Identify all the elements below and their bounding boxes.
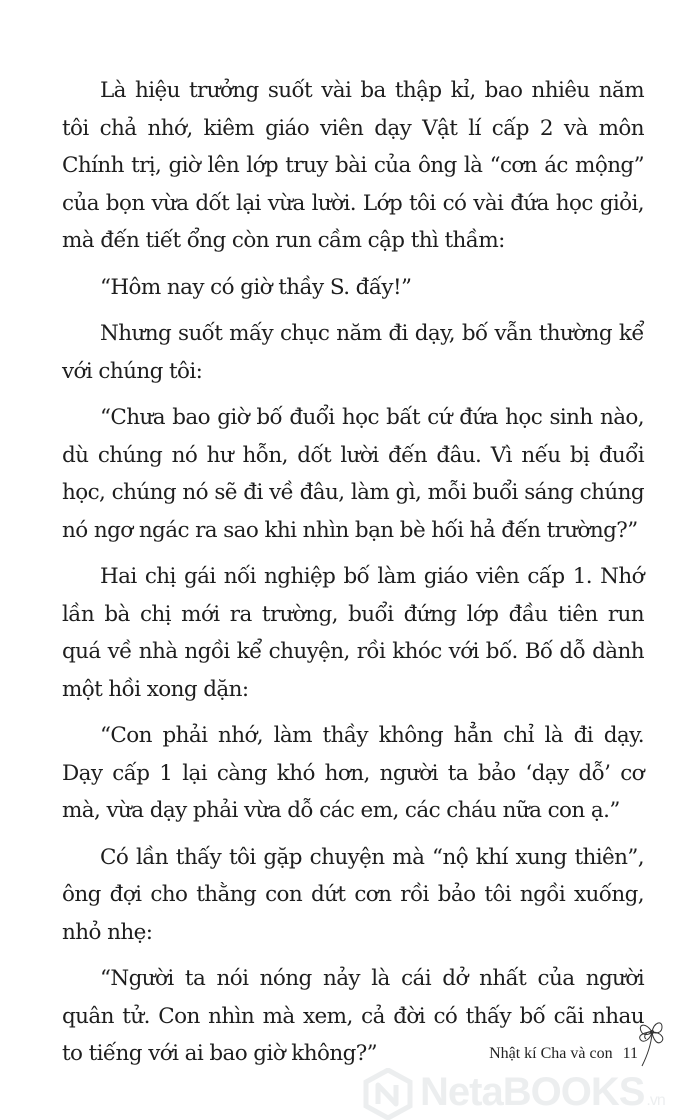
netabooks-logo-icon bbox=[362, 1068, 414, 1120]
watermark-suffix: .vn bbox=[646, 1092, 665, 1109]
paragraph-2: “Hôm nay có giờ thầy S. đấy!” bbox=[100, 274, 412, 300]
paragraph-3: Nhưng suốt mấy chục năm đi dạy, bố vẫn thường kể với chúng tôi: bbox=[62, 321, 644, 384]
paragraph-7: Có lần thấy tôi gặp chuyện mà “nộ khí xung thiên”, ông đợi cho thằng con dứt cơn rồi bảo tôi ngồi xuống, nhỏ nhẹ: bbox=[62, 844, 644, 945]
watermark bbox=[360, 1068, 698, 1120]
body-text bbox=[62, 72, 644, 1073]
paragraph-6: “Con phải nhớ, làm thầy không hẳn chỉ là đi dạy. Dạy cấp 1 lại càng khó hơn, người ta bảo ‘dạy dỗ’ cơ mà, vừa dạy phải vừa dỗ các em, các cháu nữa con ạ.” bbox=[62, 723, 644, 823]
paragraph-5: Hai chị gái nối nghiệp bố làm giáo viên cấp 1. Nhớ lần bà chị mới ra trường, buổi đứng lớp đầu tiên run quá về nhà ngồi kể chuyện, rồi khóc với bố. Bố dỗ dành một hồi xong dặn: bbox=[62, 564, 644, 702]
page-number: 11 bbox=[622, 1045, 638, 1062]
book-title: Nhật kí Cha và con bbox=[489, 1045, 613, 1062]
page-footer bbox=[489, 1045, 638, 1063]
paragraph-8: “Người ta nói nóng nảy là cái dở nhất của người quân tử. Con nhìn mà xem, cả đời có thấy bố cãi nhau to tiếng với ai bao giờ không?” bbox=[62, 966, 644, 1066]
watermark-text bbox=[420, 1070, 665, 1115]
paragraph-1: Là hiệu trưởng suốt vài ba thập kỉ, bao nhiêu năm tôi chả nhớ, kiêm giáo viên dạy Vật lí cấp 2 và môn Chính trị, giờ lên lớp truy bài của ông là “cơn ác mộng” của bọn vừa dốt lại vừa lười. Lớp tôi có vài đứa học giỏi, mà đến tiết ổng còn run cầm cập thì thầm: bbox=[62, 78, 644, 253]
paragraph-4: “Chưa bao giờ bố đuổi học bất cứ đứa học sinh nào, dù chúng nó hư hỗn, dốt lười đến đâu. Vì nếu bị đuổi học, chúng nó sẽ đi về đâu, làm gì, mỗi buổi sáng chúng nó ngơ ngác ra sao khi nhìn bạn bè hối hả đến trường?” bbox=[62, 405, 644, 543]
watermark-brand: NetaBOOKS bbox=[420, 1070, 645, 1114]
